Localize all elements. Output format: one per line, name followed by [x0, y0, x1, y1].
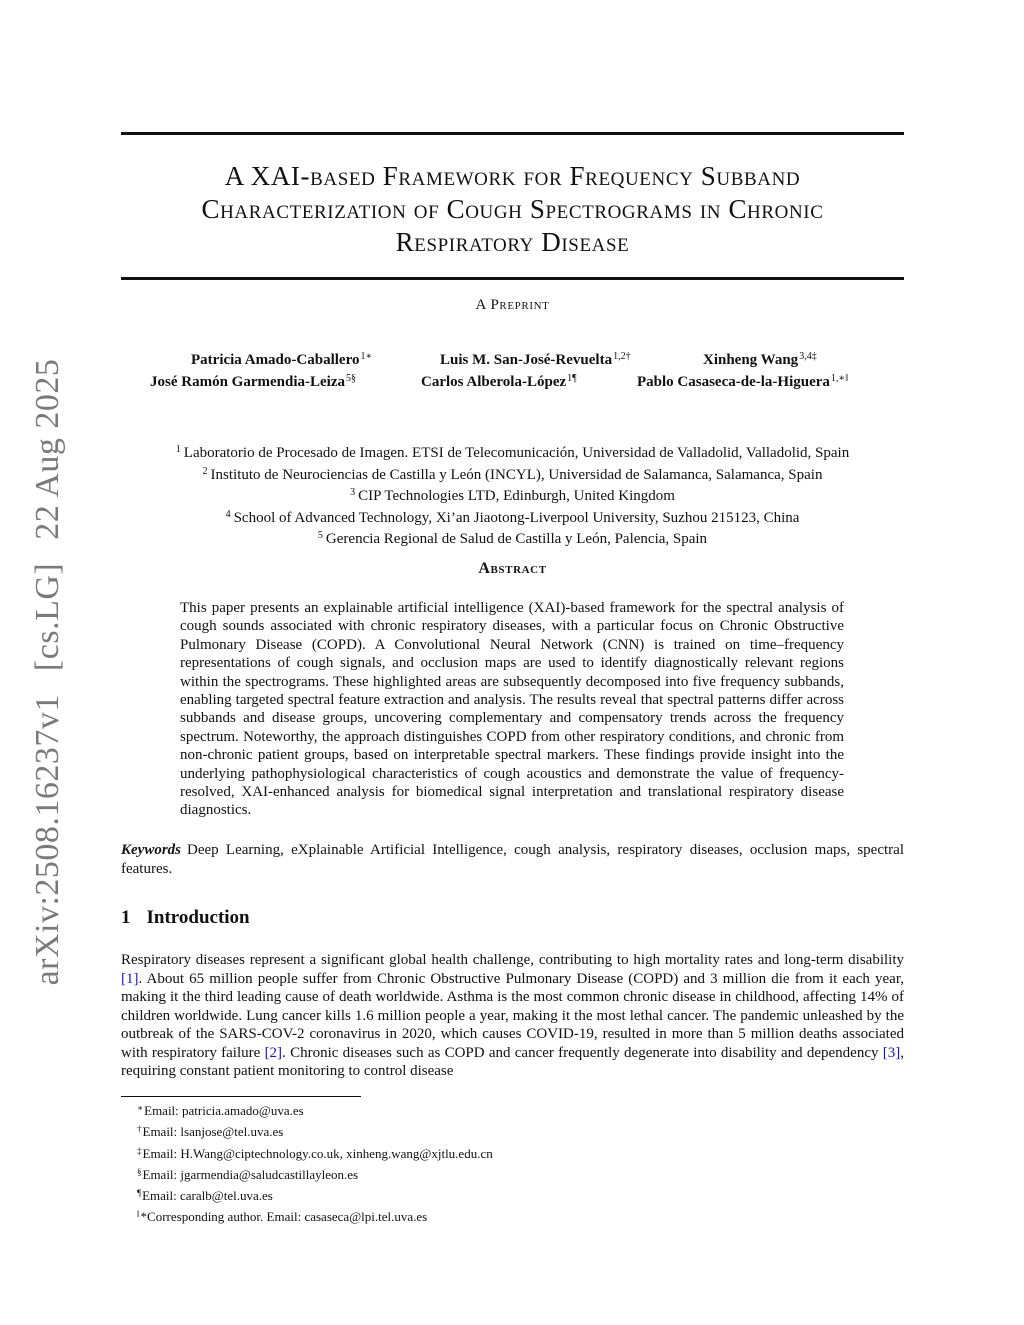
- author-marks: 1,∗‖: [830, 373, 848, 384]
- affiliation: $^3$ CIP Technologies LTD, Edinburgh, United Kingdom: [350, 487, 675, 504]
- title-line-3: Respiratory Disease: [395, 227, 630, 257]
- section-number: 1: [121, 907, 131, 928]
- keywords: [121, 841, 904, 878]
- arxiv-date: 22 Aug 2025: [29, 358, 66, 540]
- section-heading-introduction: [121, 907, 250, 929]
- arxiv-stamp: [29, 345, 67, 986]
- author-marks: 1∗: [360, 351, 373, 362]
- title-bottom-rule: [121, 277, 904, 280]
- author-marks: 1¶: [567, 373, 577, 384]
- title-line-1: A XAI-based Framework for Frequency Subband: [224, 161, 801, 191]
- title-line-2: Characterization of Cough Spectrograms in Chronic: [201, 194, 824, 224]
- keywords-text: Deep Learning, eXplainable Artificial Intelligence, cough analysis, respiratory diseases, occlusion maps, spectral features.: [121, 842, 904, 877]
- paper-title: [121, 160, 904, 259]
- footnotes: [137, 1099, 493, 1227]
- footnote: †Email: lsanjose@tel.uva.es: [137, 1124, 284, 1140]
- author: [421, 373, 577, 391]
- abstract-text: This paper presents an explainable artificial intelligence (XAI)-based framework for the spectral analysis of cough sounds associated with chronic respiratory diseases, with a particular focus on Chronic Obstructive Pulmonary Disease (COPD). A Convolutional Neural Network (CNN) is trained on time–frequency representations of cough signals, and occlusion maps are used to identify diagnostically relevant regions within the spectrograms. These highlighted areas are subsequently decomposed into five frequency subbands, enabling targeted spectral feature extraction and analysis. The results reveal that spectral patterns differ across subbands and disease groups, uncovering complementary and compensatory trends across the frequency spectrum. Noteworthy, the approach distinguishes COPD from other respiratory conditions, and chronic from non-chronic patient groups, based on interpretable spectral markers. These findings provide insight into the underlying pathophysiological characteristics of cough acoustics and demonstrate the value of frequency-resolved, XAI-enhanced analysis for biomedical signal interpretation and translational respiratory disease diagnostics.: [180, 600, 844, 819]
- footnote: §Email: jgarmendia@saludcastillayleon.es: [137, 1166, 359, 1182]
- author: [637, 373, 848, 391]
- affiliation: $^5$ Gerencia Regional de Salud de Castilla y León, Palencia, Spain: [317, 530, 708, 547]
- footnote: ¶Email: caralb@tel.uva.es: [137, 1188, 273, 1204]
- abstract-heading: Abstract: [478, 560, 547, 577]
- author: [703, 351, 817, 369]
- affiliation: $^2$ Instituto de Neurociencias de Castilla y León (INCYL), Universidad de Salamanca, Salamanca, Spain: [202, 465, 823, 483]
- author: [440, 351, 631, 369]
- footnote: ‖*Corresponding author. Email: casaseca@lpi.tel.uva.es: [137, 1209, 428, 1225]
- author-name: Xinheng Wang: [703, 352, 799, 368]
- introduction-paragraph: Respiratory diseases represent a significant global health challenge, contributing to high mortality rates and long-term disability [1]. About 65 million people suffer from Chronic Obstructive Pulmonary Disease (COPD) and 3 million die from it each year, making it the third leading cause of death worldwide. Asthma is the most common chronic disease in childhood, affecting 14% of children worldwide. Lung cancer kills 1.6 million people a year, making it the most lethal cancer. The pandemic unleashed by the outbreak of the SARS-COV-2 coronavirus in 2020, which causes COVID-19, resulted in more than 5 million deaths associated with respiratory failure [2]. Chronic diseases such as COPD and cancer frequently degenerate into disability and dependency [3], requiring constant patient monitoring to control disease: [121, 952, 905, 1079]
- affiliations: [121, 441, 904, 549]
- author-name: Luis M. San-José-Revuelta: [440, 352, 613, 368]
- author-name: Patricia Amado-Caballero: [191, 352, 360, 368]
- author-marks: 5§: [345, 373, 356, 384]
- citation-link[interactable]: [2]: [264, 1044, 283, 1061]
- author-name: Carlos Alberola-López: [421, 374, 567, 390]
- section-title: Introduction: [146, 907, 250, 928]
- author-marks: 1,2†: [613, 351, 631, 362]
- arxiv-category: [cs.LG]: [29, 562, 66, 672]
- footnote-rule: [121, 1096, 361, 1097]
- author-name: Pablo Casaseca-de-la-Higuera: [637, 374, 830, 390]
- arxiv-id[interactable]: arXiv:2508.16237v1: [29, 694, 66, 986]
- footnote: ∗Email: patricia.amado@uva.es: [137, 1103, 304, 1118]
- author-marks: 3,4‡: [799, 351, 817, 362]
- affiliation: $^1$ Laboratorio de Procesado de Imagen. ETSI de Telecomunicación, Universidad de Valladolid, Valladolid, Spain: [175, 444, 850, 461]
- citation-link[interactable]: [1]: [121, 970, 139, 987]
- author: [191, 351, 372, 369]
- keywords-label: Keywords: [121, 842, 181, 858]
- author: [150, 373, 356, 391]
- preprint-label: A Preprint: [475, 297, 550, 313]
- affiliation: $^4$ School of Advanced Technology, Xi’an Jiaotong-Liverpool University, Suzhou 215123, China: [225, 508, 800, 526]
- title-top-rule: [121, 132, 904, 135]
- footnote: ‡Email: H.Wang@ciptechnology.co.uk, xinheng.wang@xjtlu.edu.cn: [137, 1145, 493, 1161]
- citation-link[interactable]: [3]: [882, 1044, 901, 1061]
- author-name: José Ramón Garmendia-Leiza: [150, 374, 345, 390]
